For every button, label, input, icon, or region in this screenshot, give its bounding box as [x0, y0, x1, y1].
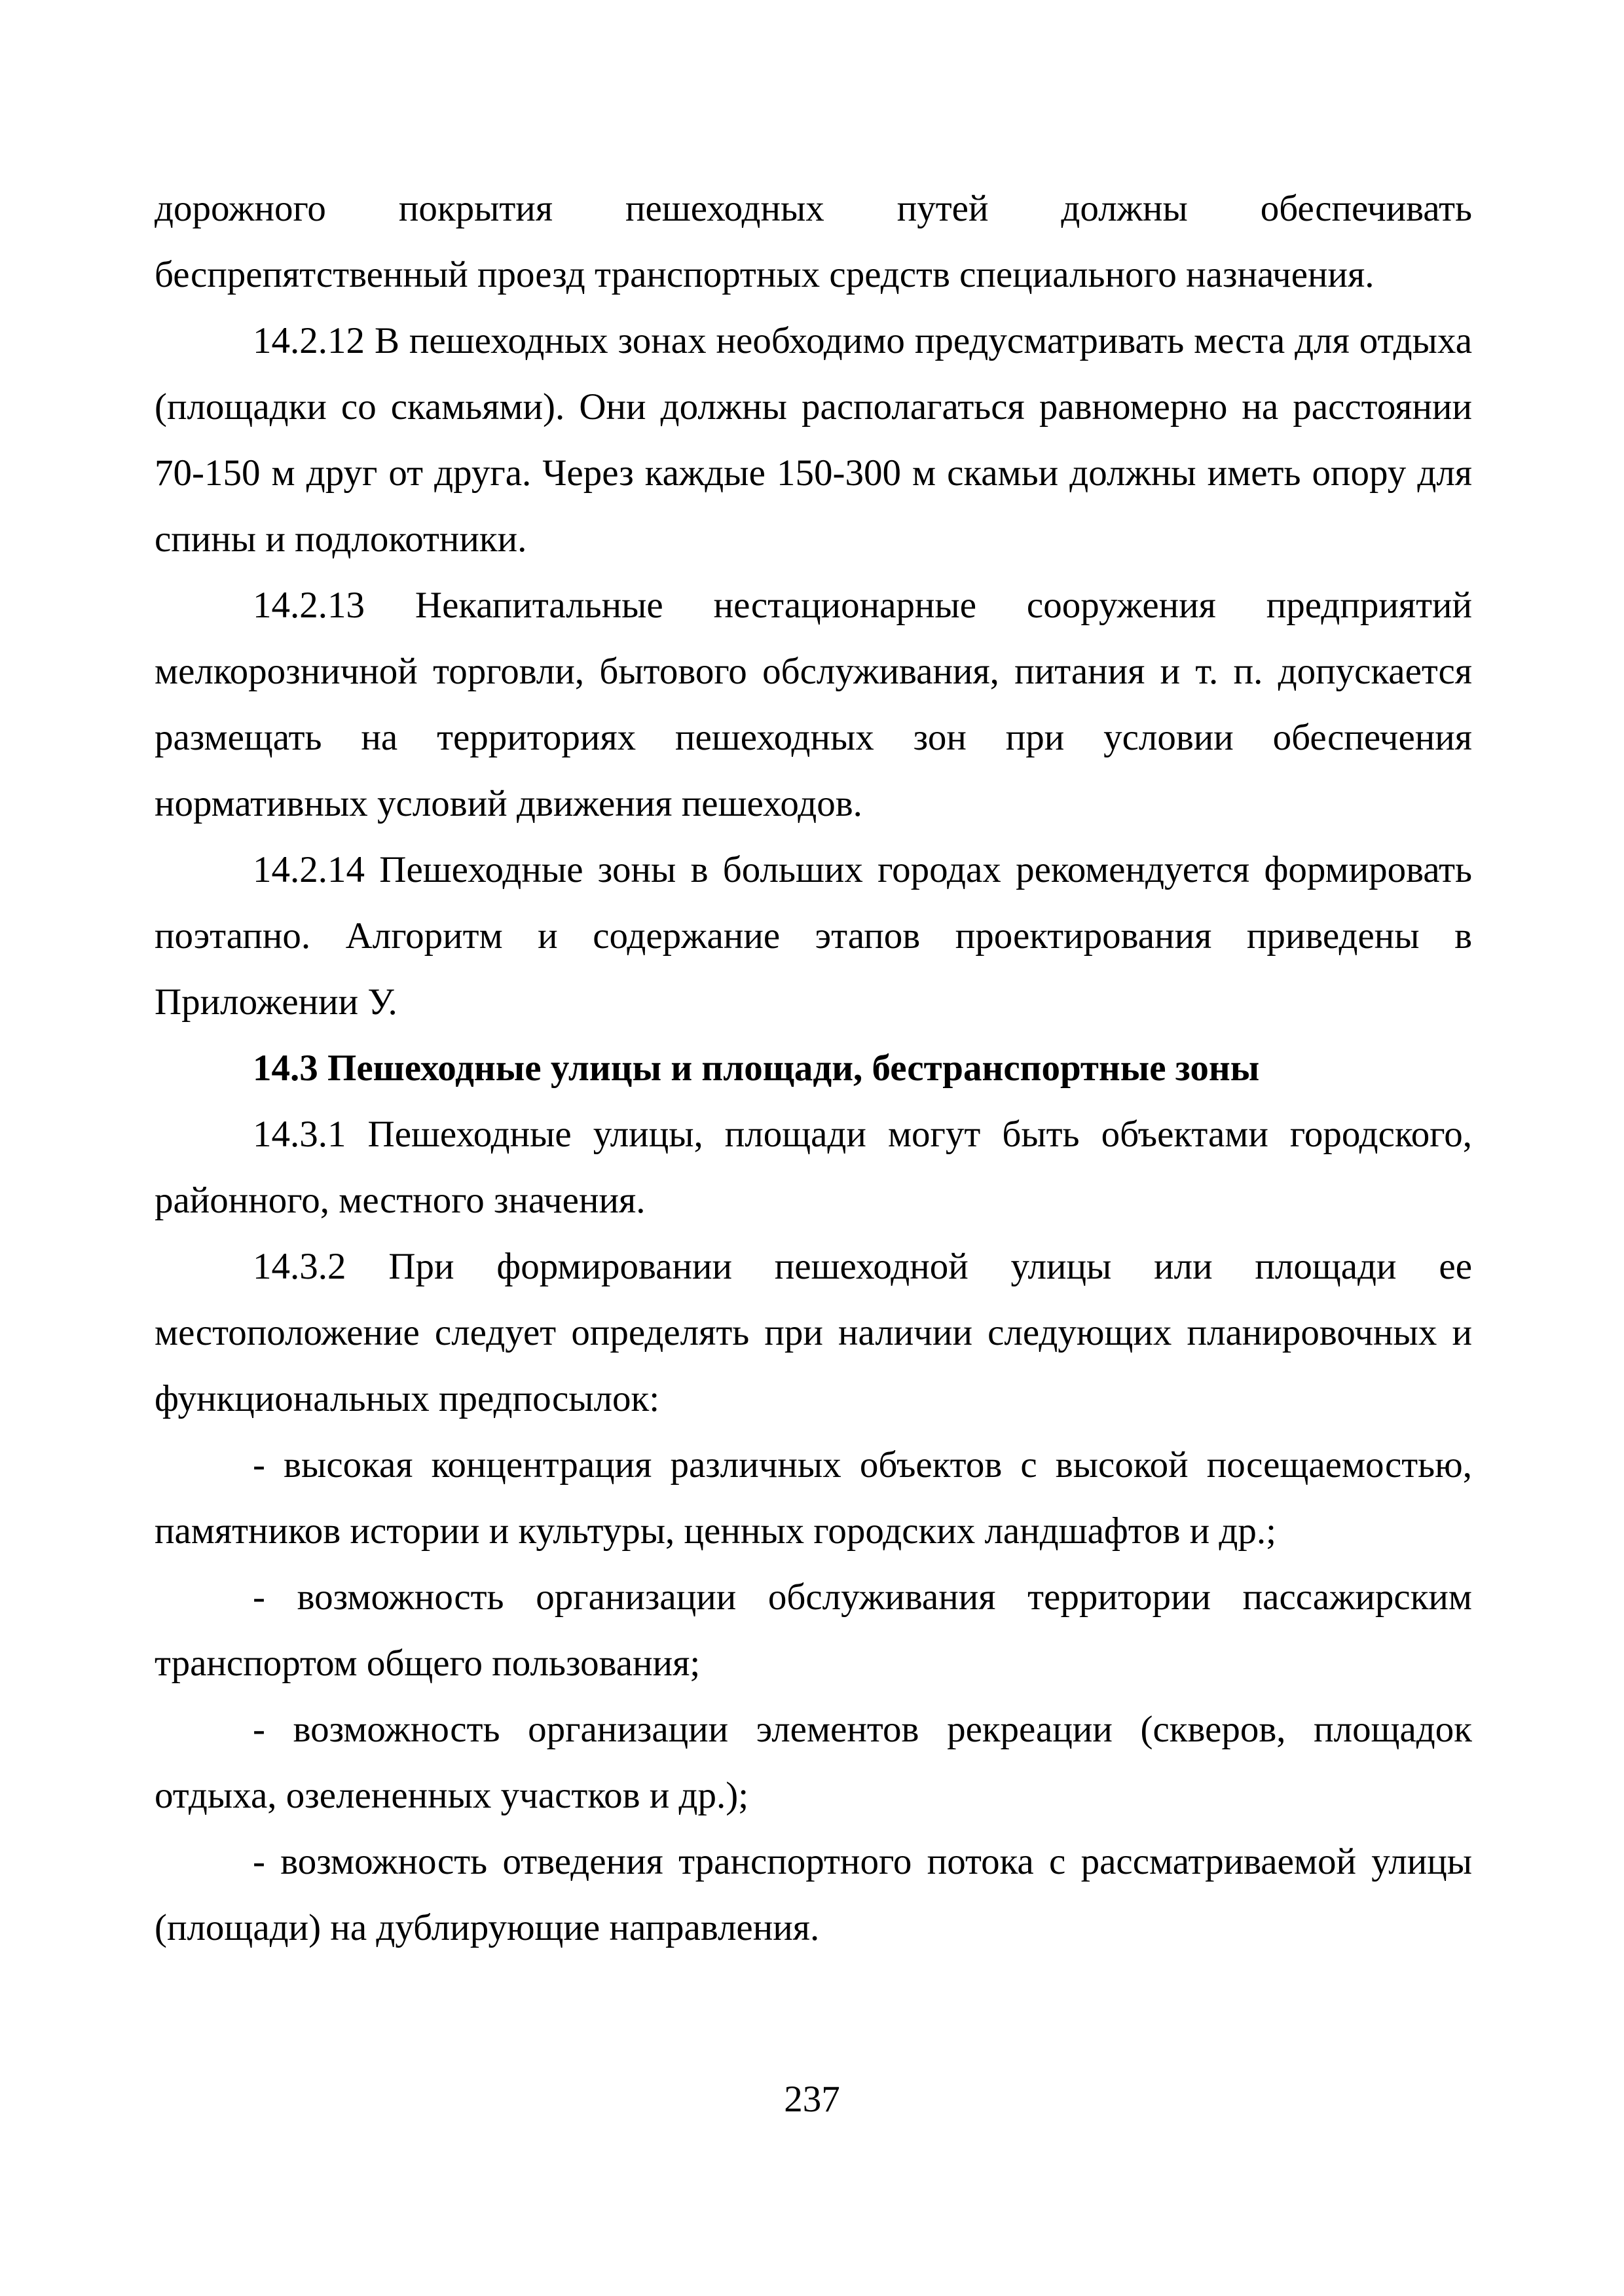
list-item-traffic-diversion: - возможность отведения транспортного потока с рассматриваемой улицы (площади) на дублирующие направления.: [155, 1841, 1472, 1948]
paragraph-14-3-2: 14.3.2 При формировании пешеходной улицы или площади ее местоположение следует определять при наличии следующих планировочных и функциональных предпосылок:: [155, 1246, 1472, 1419]
document-page-body: [155, 175, 1472, 1961]
paragraph-14-2-12: 14.2.12 В пешеходных зонах необходимо предусматривать места для отдыха (площадки со скамьями). Они должны располагаться равномерно на расстоянии 70-150 м друг от друга. Через каждые 150-300 м скамьи должны иметь опору для спины и подлокотники.: [155, 320, 1472, 560]
page-number: 237: [784, 2079, 840, 2120]
list-item-recreation: - возможность организации элементов рекреации (скверов, площадок отдыха, озелененных участков и др.);: [155, 1709, 1472, 1816]
paragraph-14-3-1: 14.3.1 Пешеходные улицы, площади могут быть объектами городского, районного, местного значения.: [155, 1114, 1472, 1221]
section-heading-14-3: 14.3 Пешеходные улицы и площади, бестранспортные зоны: [253, 1048, 1260, 1089]
list-item-public-transport: - возможность организации обслуживания территории пассажирским транспортом общего пользования;: [155, 1576, 1472, 1684]
paragraph-14-2-13: 14.2.13 Некапитальные нестационарные сооружения предприятий мелкорозничной торговли, бытового обслуживания, питания и т. п. допускается размещать на территориях пешеходных зон при условии обеспечения нормативных условий движения пешеходов.: [155, 585, 1472, 824]
list-item-high-concentration: - высокая концентрация различных объектов с высокой посещаемостью, памятников истории и культуры, ценных городских ландшафтов и др.;: [155, 1444, 1472, 1552]
paragraph-14-2-14: 14.2.14 Пешеходные зоны в больших городах рекомендуется формировать поэтапно. Алгоритм и содержание этапов проектирования приведены в Приложении У.: [155, 849, 1472, 1023]
paragraph-continuation: дорожного покрытия пешеходных путей должны обеспечивать беспрепятственный проезд транспортных средств специального назначения.: [155, 188, 1472, 295]
